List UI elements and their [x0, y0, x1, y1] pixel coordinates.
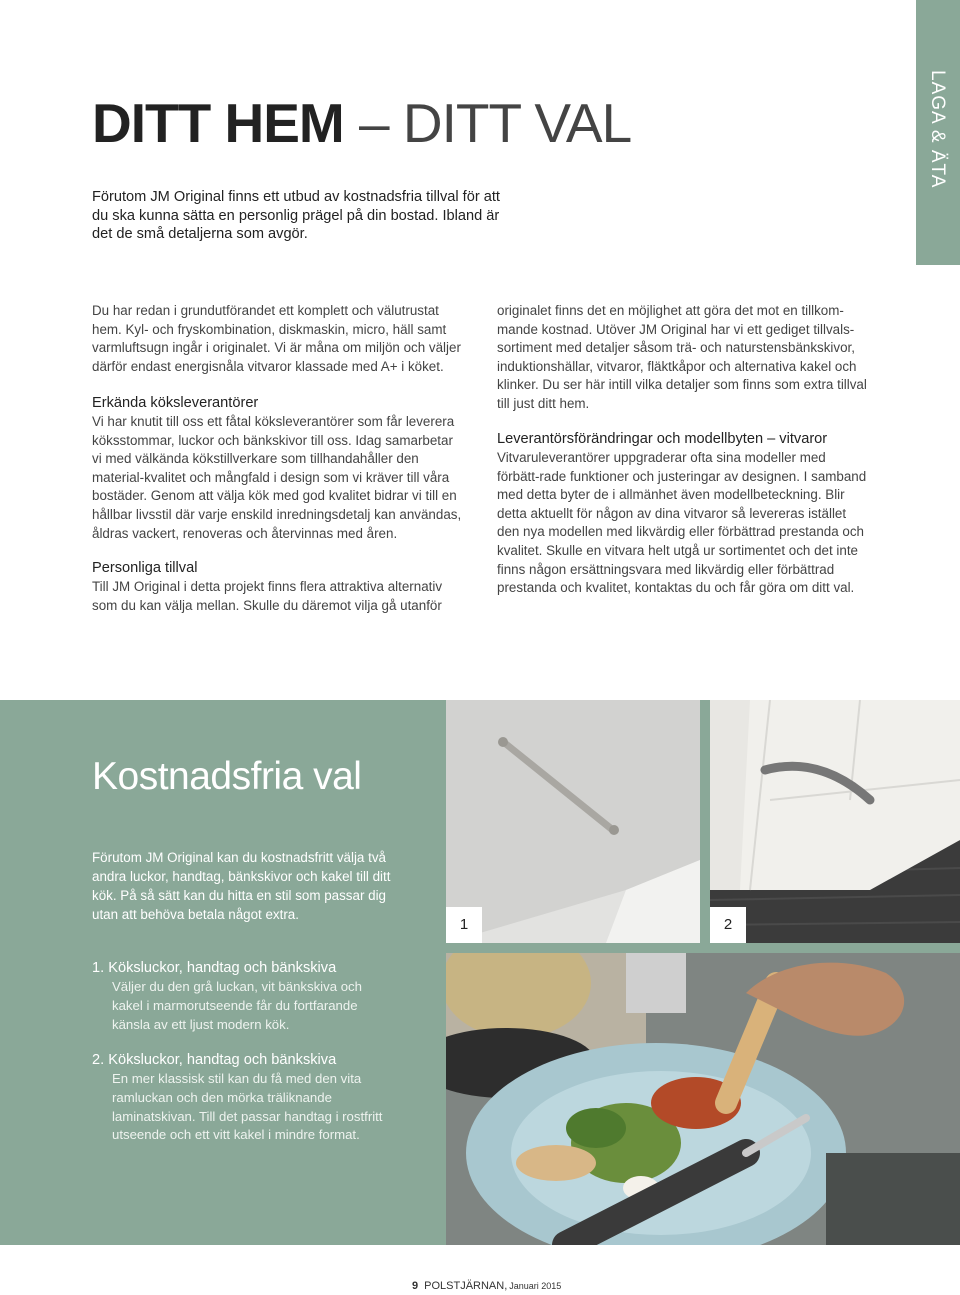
- paragraph: Vitvaruleverantörer uppgraderar ofta sina modeller med förbätt-rade funktioner och justeringar av designen. I samband med detta byter de i allmänhet även modellbeteckning. Blir detta aktuellt för någon av dina vitvaror så levereras istället den nya modellen med likvärdig eller förbättrad prestanda och kvalitet. Skulle en vitvara helt utgå ur sortimentet och det inte finns någon ersättningsvara med likvärdig eller förbättrad prestanda och kvalitet, kontaktas du och får göra om ditt val.: [497, 450, 867, 596]
- left-column-text-1: [92, 302, 464, 376]
- option-body: En mer klassisk stil kan du få med den vita ramluckan och den mörka träliknande laminatskivan. Till det passar handtag i rostfritt utseende och ett vitt kakel i mindre format.: [112, 1071, 383, 1143]
- food-plate-photo: [446, 953, 960, 1245]
- right-column-text-1: [497, 302, 869, 414]
- photo-number-1: 1: [446, 907, 482, 943]
- section-tab: [916, 0, 960, 265]
- subheading: Personliga tillval: [92, 560, 198, 576]
- paragraph: originalet finns det en möjlighet att göra det mot en tillkom-mande kostnad. Utöver JM Original har vi ett gediget tillvals-sortiment med detaljer såsom trä- och naturstensbänkskivor, induktionshällar, vitvaror, fläktkåpor och alternativa kakel och klinker. Du ser här intill vilka detaljer som finns som extra tillval till just ditt hem.: [497, 303, 867, 411]
- left-column-block-3: [92, 559, 464, 615]
- page-number: 9: [412, 1280, 419, 1292]
- kitchen-photo-grey-door: [446, 700, 700, 943]
- option-body: Väljer du den grå luckan, vit bänkskiva och kakel i marmorutseende får du fortfarande känsla av ett ljust modern kök.: [112, 979, 362, 1032]
- page-title: [92, 90, 631, 160]
- free-options-intro: Förutom JM Original kan du kostnadsfritt välja två andra luckor, handtag, bänkskivor och kakel till ditt kök. På så sätt kan du hitta en stil som passar dig utan att behöva betala något extra.: [92, 850, 391, 922]
- page-title-bold: DITT HEM: [92, 92, 344, 154]
- left-column-block-2: [92, 394, 464, 543]
- right-column-block-2: [497, 430, 869, 598]
- page-footer: [412, 1280, 561, 1292]
- subheading: Leverantörsförändringar och modellbyten – vitvaror: [497, 431, 828, 447]
- option-heading: 1. Köksluckor, handtag och bänkskiva: [92, 960, 337, 976]
- intro-paragraph: Förutom JM Original finns ett utbud av kostnadsfria tillval för att du ska kunna sätta en personlig prägel på din bostad. Ibland är det de små detaljerna som avgör.: [92, 189, 500, 242]
- page-title-light: – DITT VAL: [358, 92, 632, 154]
- section-tab-label: LAGA & ÄTA: [927, 70, 948, 189]
- option-heading: 2. Köksluckor, handtag och bänkskiva: [92, 1052, 337, 1068]
- publication-name: POLSTJÄRNAN,: [424, 1280, 508, 1292]
- paragraph: Till JM Original i detta projekt finns flera attraktiva alternativ som du kan välja mellan. Skulle du däremot vilja gå utanför: [92, 579, 443, 613]
- paragraph: Vi har knutit till oss ett fåtal köksleverantörer som får leverera köksstommar, luckor och bänkskivor till oss. Idag samarbetar vi med välkända kökstillverkare som tillhandahåller den material-kvalitet och mångfald i design som vi kräver till våra bostäder. Genom att välja kök med god kvalitet bidrar vi till en hållbar livsstil där varje enskild inredningsdetalj kan användas, åldras vackert, renoveras och återvinnas med åren.: [92, 414, 462, 541]
- option-item-1: [92, 958, 392, 1034]
- paragraph: Du har redan i grundutförandet ett komplett och välutrustat hem. Kyl- och fryskombination, diskmaskin, micro, häll samt varmluftsugn ingår i originalet. Vi är måna om miljön och väljer därför endast energisnåla vitvaror klassade med A+ i köket.: [92, 303, 461, 374]
- publication-date: Januari 2015: [509, 1281, 562, 1291]
- subheading: Erkända köksleverantörer: [92, 395, 259, 411]
- option-item-2: [92, 1050, 392, 1145]
- free-options-title: Kostnadsfria val: [92, 755, 362, 798]
- photo-number-2: 2: [710, 907, 746, 943]
- kitchen-photo-white-door: [710, 700, 960, 943]
